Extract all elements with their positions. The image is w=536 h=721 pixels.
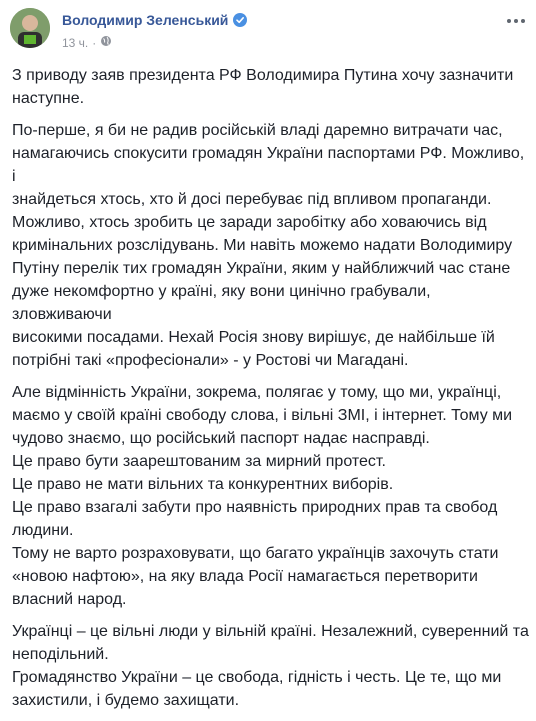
post-paragraph bbox=[12, 620, 532, 712]
verified-badge-icon bbox=[233, 13, 247, 27]
globe-icon[interactable] bbox=[100, 35, 112, 50]
post-text bbox=[12, 64, 532, 721]
post-text-line: дуже некомфортно у країні, яку вони цинічно грабували, зловживаючи bbox=[12, 283, 431, 323]
post-header bbox=[10, 6, 526, 56]
author-name[interactable]: Володимир Зеленський bbox=[62, 12, 229, 28]
post-text-line: Українці – це вільні люди у вільній країні. Незалежний, суверенний та bbox=[12, 623, 529, 640]
post-text-line: власний народ. bbox=[12, 591, 127, 608]
post-paragraph bbox=[12, 119, 532, 372]
post-text-line: Це право взагалі забути про наявність природних прав та свобод bbox=[12, 499, 498, 516]
post-text-line: знайдеться хтось, хто й досі перебуває під впливом пропаганди. bbox=[12, 191, 492, 208]
post-text-line: Це право бути заарештованим за мирний протест. bbox=[12, 453, 386, 470]
post-text-line: наступне. bbox=[12, 90, 85, 107]
post-paragraph bbox=[12, 64, 532, 110]
post-text-line: Громадянство України – це свобода, гідність і честь. Це те, що ми bbox=[12, 669, 502, 686]
post-text-line: маємо у своїй країні свободу слова, і вільні ЗМІ, і інтернет. Тому ми bbox=[12, 407, 513, 424]
post-text-line: неподільний. bbox=[12, 646, 109, 663]
post-text-line: З приводу заяв президента РФ Володимира Путина хочу зазначити bbox=[12, 67, 514, 84]
post-meta bbox=[62, 35, 112, 50]
meta-separator: · bbox=[92, 35, 97, 50]
post-text-line: По-перше, я би не радив російській владі даремно витрачати час, bbox=[12, 122, 503, 139]
post-text-line: людини. bbox=[12, 522, 74, 539]
post-text-line: кримінальних розслідувань. Ми навіть можемо надати Володимиру bbox=[12, 237, 513, 254]
author-line bbox=[62, 12, 247, 28]
post-text-line: Тому не варто розраховувати, що багато українців захочуть стати bbox=[12, 545, 499, 562]
author-avatar[interactable] bbox=[10, 8, 50, 48]
post-text-line: захистили, і будемо захищати. bbox=[12, 692, 240, 709]
post-text-line: Але відмінність України, зокрема, полягає у тому, що ми, українці, bbox=[12, 384, 502, 401]
post-text-line: потрібні такі «професіонали» - у Ростові чи Магадані. bbox=[12, 352, 409, 369]
more-options-icon[interactable] bbox=[506, 14, 526, 28]
post-text-line: високими посадами. Нехай Росія знову вирішує, де найбільше їй bbox=[12, 329, 495, 346]
post-text-line: намагаючись спокусити громадян України паспортами РФ. Можливо, і bbox=[12, 145, 525, 185]
post-text-line: Можливо, хтось зробить це заради заробітку або ховаючись від bbox=[12, 214, 487, 231]
post-text-line: «новою нафтою», на яку влада Росії намагається перетворити bbox=[12, 568, 478, 585]
post-timestamp[interactable]: 13 ч. bbox=[62, 35, 89, 50]
avatar-image bbox=[10, 8, 50, 48]
post-text-line: чудово знаємо, що російський паспорт надає насправді. bbox=[12, 430, 430, 447]
post-text-line: Путіну перелік тих громадян України, яким у найближчий час стане bbox=[12, 260, 511, 277]
post-paragraph bbox=[12, 381, 532, 611]
post-text-line: Це право не мати вільних та конкурентних виборів. bbox=[12, 476, 394, 493]
